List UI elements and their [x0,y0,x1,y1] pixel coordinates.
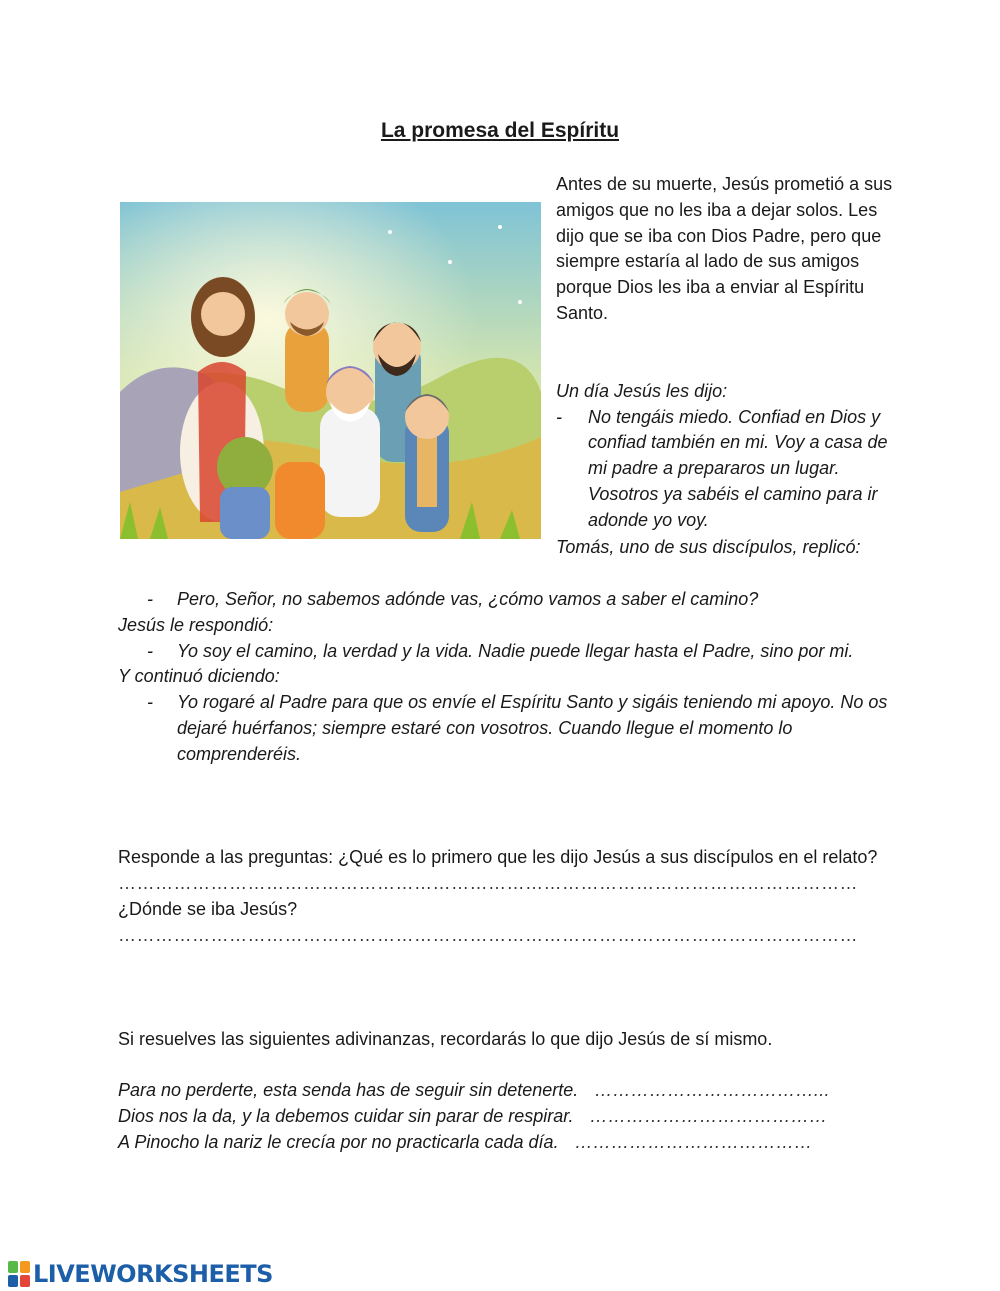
jesus-speech-1 [556,405,896,534]
intro-paragraph: Antes de su muerte, Jesús prometió a sus amigos que no les iba a dejar solos. Les dijo que se iba con Dios Padre, pero que siempre estaría al lado de sus amigos porque Dios les iba a enviar al Espíritu Santo. [556,174,893,323]
page-title: La promesa del Espíritu [380,119,620,142]
riddle-1-answer-field[interactable]: ………………………………... [594,1080,830,1100]
dash-marker: - [147,640,153,661]
answer-2-field[interactable]: ………………………………………………………………………………………………………… [118,924,858,945]
riddle-2-text: Dios nos la da, y la debemos cuidar sin parar de respirar. [118,1105,574,1126]
tomas-speech-text: Pero, Señor, no sabemos adónde vas, ¿cómo vamos a saber el camino? [177,589,759,609]
story-line: Un día Jesús les dijo: [556,380,728,401]
answer-1-field[interactable]: ………………………………………………………………………………………………………… [118,872,858,893]
dash-marker: - [147,589,153,609]
riddle-3 [118,1130,908,1156]
jesus-speech-3-text: Yo rogaré al Padre para que os envíe el Espíritu Santo y sigáis teniendo mi apoyo. No os dejaré huérfanos; siempre estaré con vosotros. Cuando llegue el momento lo comprenderéis. [177,692,888,764]
dash-marker: - [556,406,562,427]
right-column [556,172,896,534]
riddles-intro: Si resuelves las siguientes adivinanzas, recordarás lo que dijo Jesús de sí mismo. [118,1029,773,1049]
jesus-speech-2-text: Yo soy el camino, la verdad y la vida. Nadie puede llegar hasta el Padre, sino por mi. [177,640,854,661]
riddles-list [118,1078,908,1155]
liveworksheets-logo-icon [8,1261,30,1287]
disciple-3 [320,366,380,517]
tomas-speech [118,587,898,613]
jesus-disciples-illustration [120,202,541,539]
question-2: ¿Dónde se iba Jesús? [118,898,298,919]
riddle-3-answer-field[interactable]: ………………………………… [574,1131,813,1152]
riddle-2 [118,1104,908,1130]
disciple-4 [405,394,449,532]
question-1: Responde a las preguntas: ¿Qué es lo primero que les dijo Jesús a sus discípulos en el relato? [118,847,878,867]
jesus-speech-2 [118,639,898,665]
story-body [118,537,898,768]
riddle-2-answer-field[interactable]: ………………………………… [589,1105,828,1126]
continued-line: Y continuó diciendo: [118,666,280,687]
riddle-1-text: Para no perderte, esta senda has de seguir sin detenerte. [118,1080,579,1100]
liveworksheets-logo[interactable] [8,1258,273,1290]
riddle-3-text: A Pinocho la nariz le crecía por no practicarla cada día. [118,1131,559,1152]
dash-marker: - [147,692,153,713]
tomas-intro: Tomás, uno de sus discípulos, replicó: [556,537,861,557]
jesus-speech-1-text: No tengáis miedo. Confiad en Dios y confiad también en mi. Voy a casa de mi padre a prepararos un lugar. Vosotros ya sabéis el camino para ir adonde yo voy. [588,406,888,530]
jesus-speech-3 [118,690,898,767]
riddle-1 [118,1078,908,1104]
disciple-1 [283,289,331,412]
jesus-intro-2: Jesús le respondió: [118,614,274,635]
questions-section [118,845,888,949]
liveworksheets-logo-text: LIVEWORKSHEETS [33,1260,273,1288]
